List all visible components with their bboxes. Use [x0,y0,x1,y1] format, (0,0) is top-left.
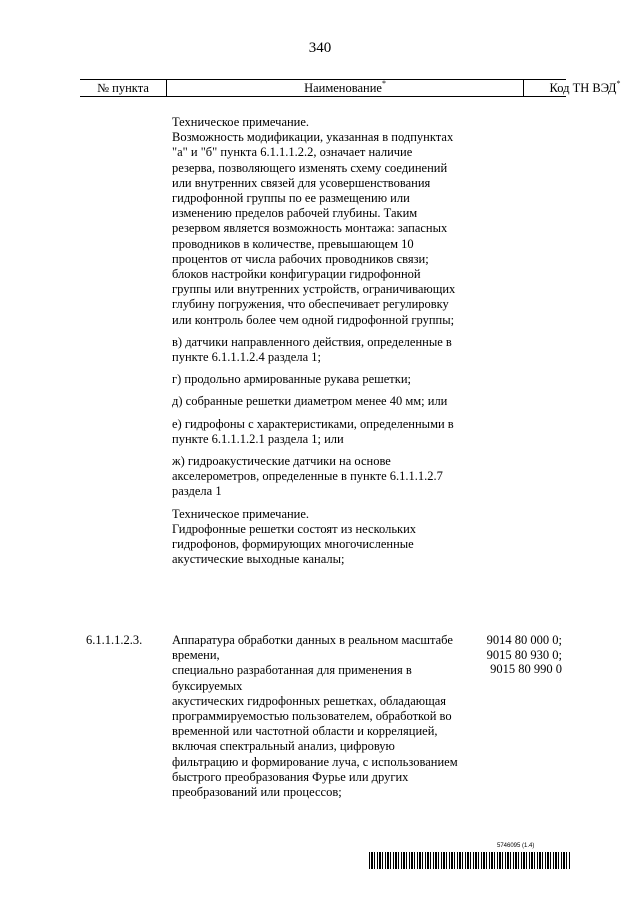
paragraph-item-v: в) датчики направленного действия, определенные в пункте 6.1.1.1.2.4 раздела 1; [172,334,452,365]
paragraph-item-e: е) гидрофоны с характеристиками, определенными в пункте 6.1.1.1.2.1 раздела 1; или [172,416,454,446]
header-number: № пункта [80,80,167,96]
item-number: 6.1.1.1.2.3. [86,633,143,647]
header-code-mark: * [616,78,621,88]
header-code: Код ТН ВЭД* [549,78,621,95]
table-header [80,78,621,97]
paragraphs-block [172,115,458,574]
header-name-mark: * [381,78,386,88]
paragraph-item-zh: ж) гидроакустические датчики на основе акселерометров, определенные в пункте 6.1.1.1.2.7 раздела 1 [172,454,443,499]
page-number: 340 [308,40,332,56]
paragraph-item-g: г) продольно армированные рукава решетки; [172,372,411,387]
code-2: 9015 80 930 0; [486,647,562,662]
code-3: 9015 80 990 0 [490,662,562,676]
header-name: Наименование* [167,80,524,96]
barcode-icon [369,852,571,869]
paragraph-tech-note-1: Техническое примечание. Возможность модификации, указанная в подпунктах "а" и "б" пункта 6.1.1.1.2.2, означает наличие резерва, позволяющего изменять схему соединений или внутренних связей для усовершенствования гидрофонной группы по ее размещению или изменению пределов рабочей глубины. Таким резервом является возможность монтажа: запасных проводников в количестве, превышающем 10 процентов от числа рабочих проводников связи; блоков настройки конфигурации гидрофонной группы или внутренних устройств, ограничивающих глубину погружения, что обеспечивает регулировку или контроль более чем одной гидрофонной группы; [172,115,456,327]
barcode-label: 5746095 (1.4) [497,843,535,849]
item-text: Аппаратура обработки данных в реальном масштабе времени, специально разработанная для применения в буксируемых акустических гидрофонных решетках, обладающая программируемостью пользователем, обработкой во временной или частотной области и корреляцией, включая спектральный анализ, цифровую фильтрацию и формирование луча, с использованием быстрого преобразования Фурье или других преобразований или процессов; [172,633,458,800]
code-1: 9014 80 000 0; [486,633,562,647]
item-codes [462,633,562,677]
paragraph-item-d: д) собранные решетки диаметром менее 40 мм; или [172,394,448,409]
paragraph-tech-note-2: Техническое примечание. Гидрофонные решетки состоят из нескольких гидрофонов, формирующих многочисленные акустические выходные каналы; [172,506,417,567]
